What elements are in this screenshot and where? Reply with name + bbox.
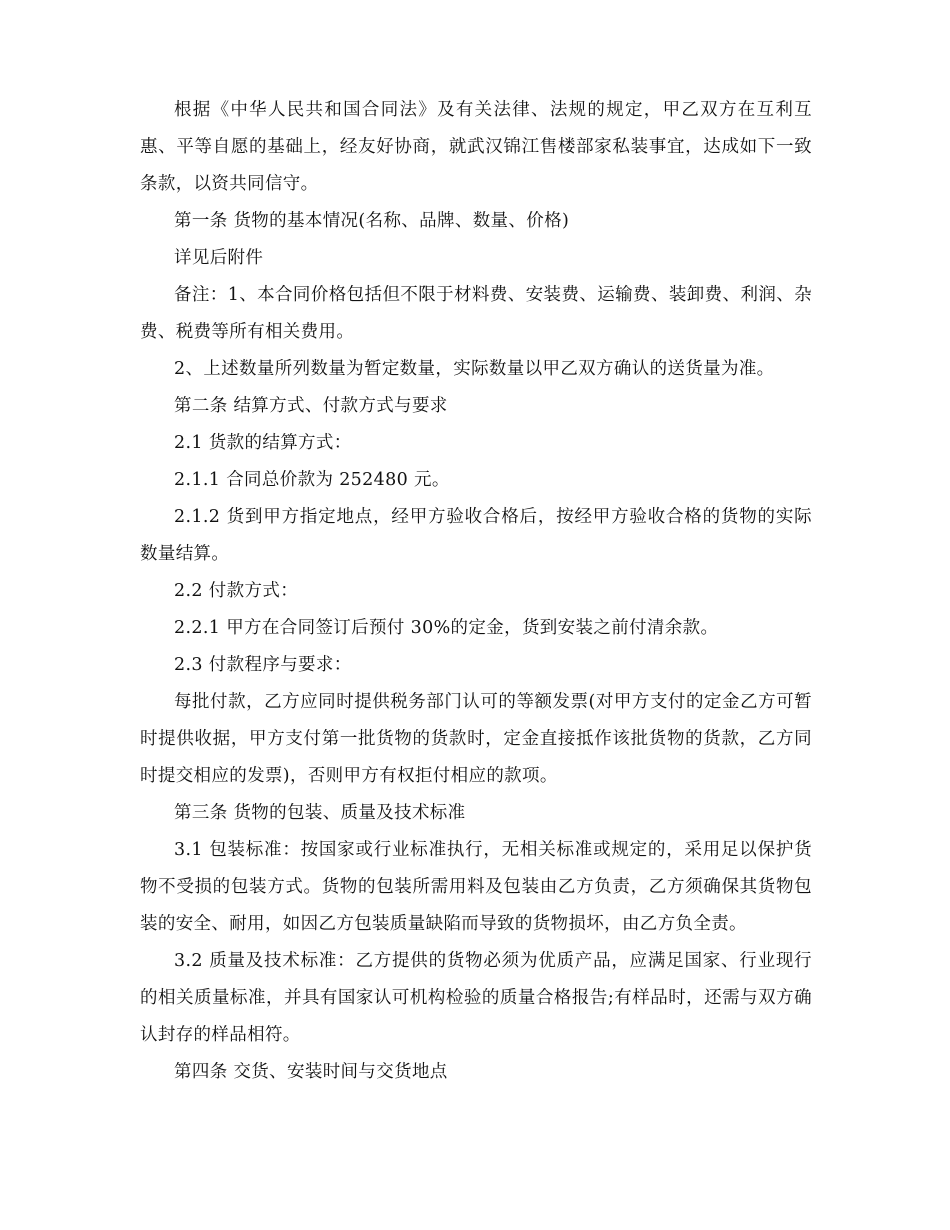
- intro-paragraph: 根据《中华人民共和国合同法》及有关法律、法规的规定，甲乙双方在互利互惠、平等自愿的基础上，经友好协商，就武汉锦江售楼部家私装事宜，达成如下一致条款，以资共同信守。: [140, 100, 812, 194]
- remark-2: 2、上述数量所列数量为暂定数量，实际数量以甲乙双方确认的送货量为准。: [174, 359, 775, 379]
- article-4-heading: 第四条 交货、安装时间与交货地点: [174, 1062, 448, 1082]
- clause-2-1: 2.1 货款的结算方式：: [174, 433, 352, 453]
- attachment-note: 详见后附件: [174, 248, 264, 268]
- remark-1: 备注：1、本合同价格包括但不限于材料费、安装费、运输费、装卸费、利润、杂费、税费等所有相关费用。: [140, 285, 812, 342]
- clause-3-1: 3.1 包装标准：按国家或行业标准执行，无相关标准或规定的，采用足以保护货物不受损的包装方式。货物的包装所需用料及包装由乙方负责，乙方须确保其货物包装的安全、耐用，如因乙方包装质量缺陷而导致的货物损坏，由乙方负全责。: [140, 840, 812, 934]
- clause-2-2-1: 2.2.1 甲方在合同签订后预付 30%的定金，货到安装之前付清余款。: [174, 618, 719, 638]
- clause-2-1-1: 2.1.1 合同总价款为 252480 元。: [174, 470, 450, 490]
- article-2-heading: 第二条 结算方式、付款方式与要求: [174, 396, 448, 416]
- clause-2-1-2: 2.1.2 货到甲方指定地点，经甲方验收合格后，按经甲方验收合格的货物的实际数量结算。: [140, 507, 812, 564]
- article-1-heading: 第一条 货物的基本情况(名称、品牌、数量、价格): [174, 211, 570, 231]
- clause-2-2: 2.2 付款方式：: [174, 581, 299, 601]
- clause-3-2: 3.2 质量及技术标准：乙方提供的货物必须为优质产品，应满足国家、行业现行的相关质量标准，并具有国家认可机构检验的质量合格报告;有样品时，还需与双方确认封存的样品相符。: [140, 951, 812, 1045]
- article-3-heading: 第三条 货物的包装、质量及技术标准: [174, 803, 466, 823]
- contract-body: [140, 92, 812, 1091]
- payment-requirements-paragraph: 每批付款，乙方应同时提供税务部门认可的等额发票(对甲方支付的定金乙方可暂时提供收据，甲方支付第一批货物的货款时，定金直接抵作该批货物的货款，乙方同时提交相应的发票)，否则甲方有权拒付相应的款项。: [140, 692, 812, 786]
- clause-2-3: 2.3 付款程序与要求：: [174, 655, 352, 675]
